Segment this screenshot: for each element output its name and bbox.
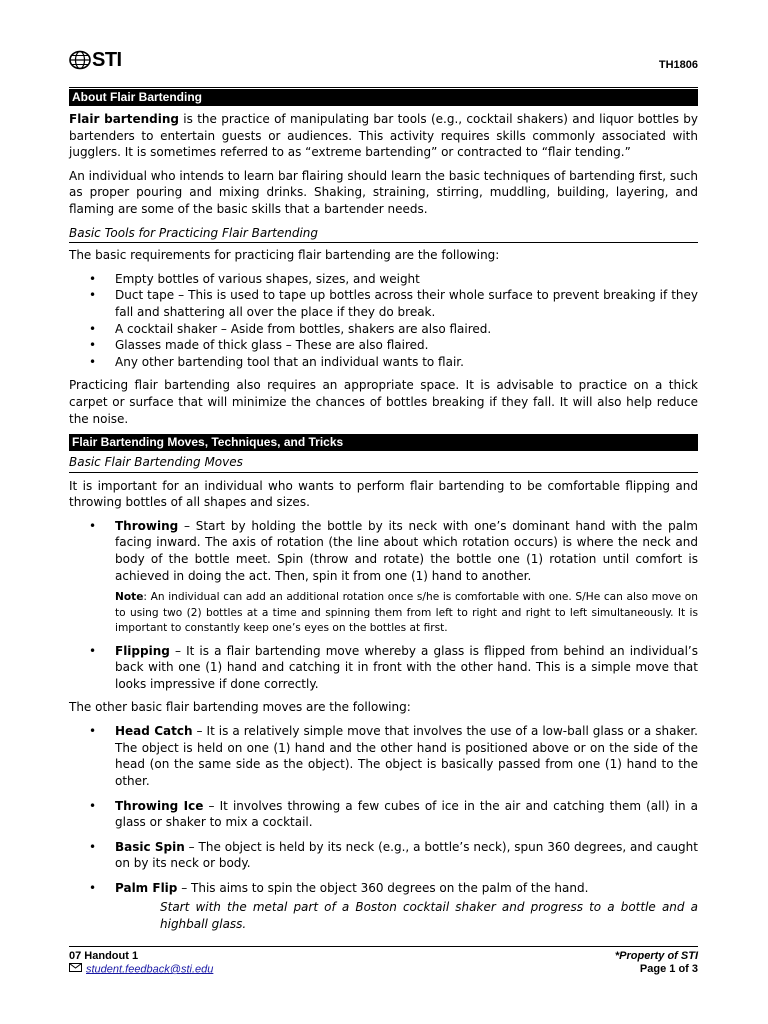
- mail-icon: [69, 963, 82, 976]
- sti-logo: [69, 50, 122, 70]
- page-header: [69, 46, 698, 86]
- paragraph-other-moves-intro: The other basic flair bartending moves are the following:: [69, 699, 411, 714]
- list-item: • Duct tape – This is used to tape up bottles across their whole surface to prevent breaking if they fall and shattering all over the place if they do break.: [69, 287, 698, 320]
- subheading-basic-moves: Basic Flair Bartending Moves: [69, 455, 243, 470]
- list-item-basic-spin: [69, 839, 698, 872]
- note-paragraph: [69, 590, 698, 637]
- paragraph-definition: [69, 111, 698, 161]
- head-catch-text: – It is a relatively simple move that involves the use of a low-ball glass or a shaker. The object is held on one (1) hand and the other hand is positioned above or on the side of the head (on the same side as the object). The object is basically passed from one (1) hand to the other.: [115, 724, 698, 788]
- section-heading-about: About Flair Bartending: [69, 89, 698, 106]
- list-item-palm-flip: [69, 880, 698, 897]
- term-flipping: Flipping: [115, 643, 170, 658]
- feedback-email-link[interactable]: student.feedback@sti.edu: [86, 963, 214, 976]
- paragraph-practice-space: Practicing flair bartending also requires an appropriate space. It is advisable to practice on a thick carpet or surface that will minimize the chances of bottles breaking if they fall. It will also help reduce the noise.: [69, 378, 698, 426]
- logo-text: STI: [92, 49, 122, 71]
- term-palm-flip: Palm Flip: [115, 880, 178, 895]
- list-item: • Any other bartending tool that an individual wants to flair.: [69, 354, 698, 371]
- term-throwing: Throwing: [115, 518, 179, 533]
- paragraph-techniques: An individual who intends to learn bar flairing should learn the basic techniques of bartending first, such as proper pouring and mixing drinks. Shaking, straining, stirring, muddling, building, layering, and flaming are some of the basic skills that a bartender needs.: [69, 168, 698, 216]
- footer-row-1: [69, 950, 698, 963]
- section-heading-moves: Flair Bartending Moves, Techniques, and Tricks: [69, 434, 698, 451]
- palm-flip-tip: Start with the metal part of a Boston cocktail shaker and progress to a bottle and a highball glass.: [160, 900, 698, 932]
- list-item-head-catch: [69, 723, 698, 789]
- throwing-ice-text: – It involves throwing a few cubes of ice in the air and catching them (all) in a glass or shaker to mix a cocktail.: [115, 798, 698, 830]
- footer-row-2: [69, 963, 698, 976]
- basic-spin-text: – The object is held by its neck (e.g., a bottle’s neck), spun 360 degrees, and caught on by its neck or body.: [115, 839, 698, 871]
- property-label: *Property of STI: [614, 950, 698, 962]
- flipping-text: – It is a flair bartending move whereby a glass is flipped from behind an individual’s back with one (1) hand and catching it in front with the other hand. This is a simple move that looks impressive if done correctly.: [115, 643, 698, 691]
- note-text: : An individual can add an additional rotation once s/he is comfortable with one. S/He can also move on to using two (2) bottles at a time and spinning them from left to right and right to left simultaneously. It is important to constantly keep one’s eyes on the bottles at first.: [115, 591, 698, 635]
- list-item-flipping: [69, 643, 698, 693]
- globe-icon: [69, 50, 91, 70]
- list-item: • Empty bottles of various shapes, sizes, and weight: [69, 271, 698, 288]
- paragraph-moves-intro: It is important for an individual who wants to perform flair bartending to be comfortable flipping and throwing bottles of all shapes and sizes.: [69, 478, 698, 510]
- requirements-list: [69, 271, 698, 371]
- list-item-throwing: [69, 518, 698, 584]
- footer-rule: [69, 946, 698, 947]
- paragraph-definition-text: is the practice of manipulating bar tools (e.g., cocktail shakers) and liquor bottles by bartenders to entertain guests or audiences. This activity requires skills commonly associated with jugglers. It is sometimes referred to as “extreme bartending” or contracted to “flair tending.”: [69, 112, 698, 160]
- page-footer: [69, 946, 698, 976]
- header-rule: [69, 87, 698, 88]
- moves-list-2: [69, 643, 698, 693]
- note-label: Note: [115, 591, 144, 604]
- term-basic-spin: Basic Spin: [115, 839, 185, 854]
- other-moves-list: [69, 723, 698, 896]
- paragraph-requirements-intro: The basic requirements for practicing flair bartending are the following:: [69, 248, 500, 263]
- document-page: [69, 46, 698, 933]
- palm-flip-text: – This aims to spin the object 360 degrees on the palm of the hand.: [177, 880, 589, 895]
- page-number: Page 1 of 3: [639, 963, 698, 975]
- moves-list: [69, 518, 698, 584]
- list-item: • A cocktail shaker – Aside from bottles, shakers are also flaired.: [69, 321, 698, 338]
- handout-label: 07 Handout 1: [69, 950, 139, 962]
- subheading-basic-tools: Basic Tools for Practicing Flair Bartending: [69, 225, 319, 240]
- term-flair-bartending: Flair bartending: [69, 112, 179, 126]
- page-content: [69, 89, 698, 933]
- throwing-text: – Start by holding the bottle by its neck with one’s dominant hand with the palm facing inward. The axis of rotation (the line about which rotation occurs) is where the neck and body of the bottle meet. Spin (throw and rotate) the bottle one (1) rotation until comfort is achieved in doing the act. Then, spin it from one (1) hand to another.: [115, 518, 698, 583]
- subheading-rule: [69, 472, 698, 473]
- list-item-throwing-ice: [69, 798, 698, 831]
- term-throwing-ice: Throwing Ice: [115, 798, 204, 813]
- list-item: • Glasses made of thick glass – These are also flaired.: [69, 337, 698, 354]
- subheading-rule: [69, 242, 698, 243]
- term-head-catch: Head Catch: [115, 724, 193, 739]
- document-code: TH1806: [658, 59, 698, 71]
